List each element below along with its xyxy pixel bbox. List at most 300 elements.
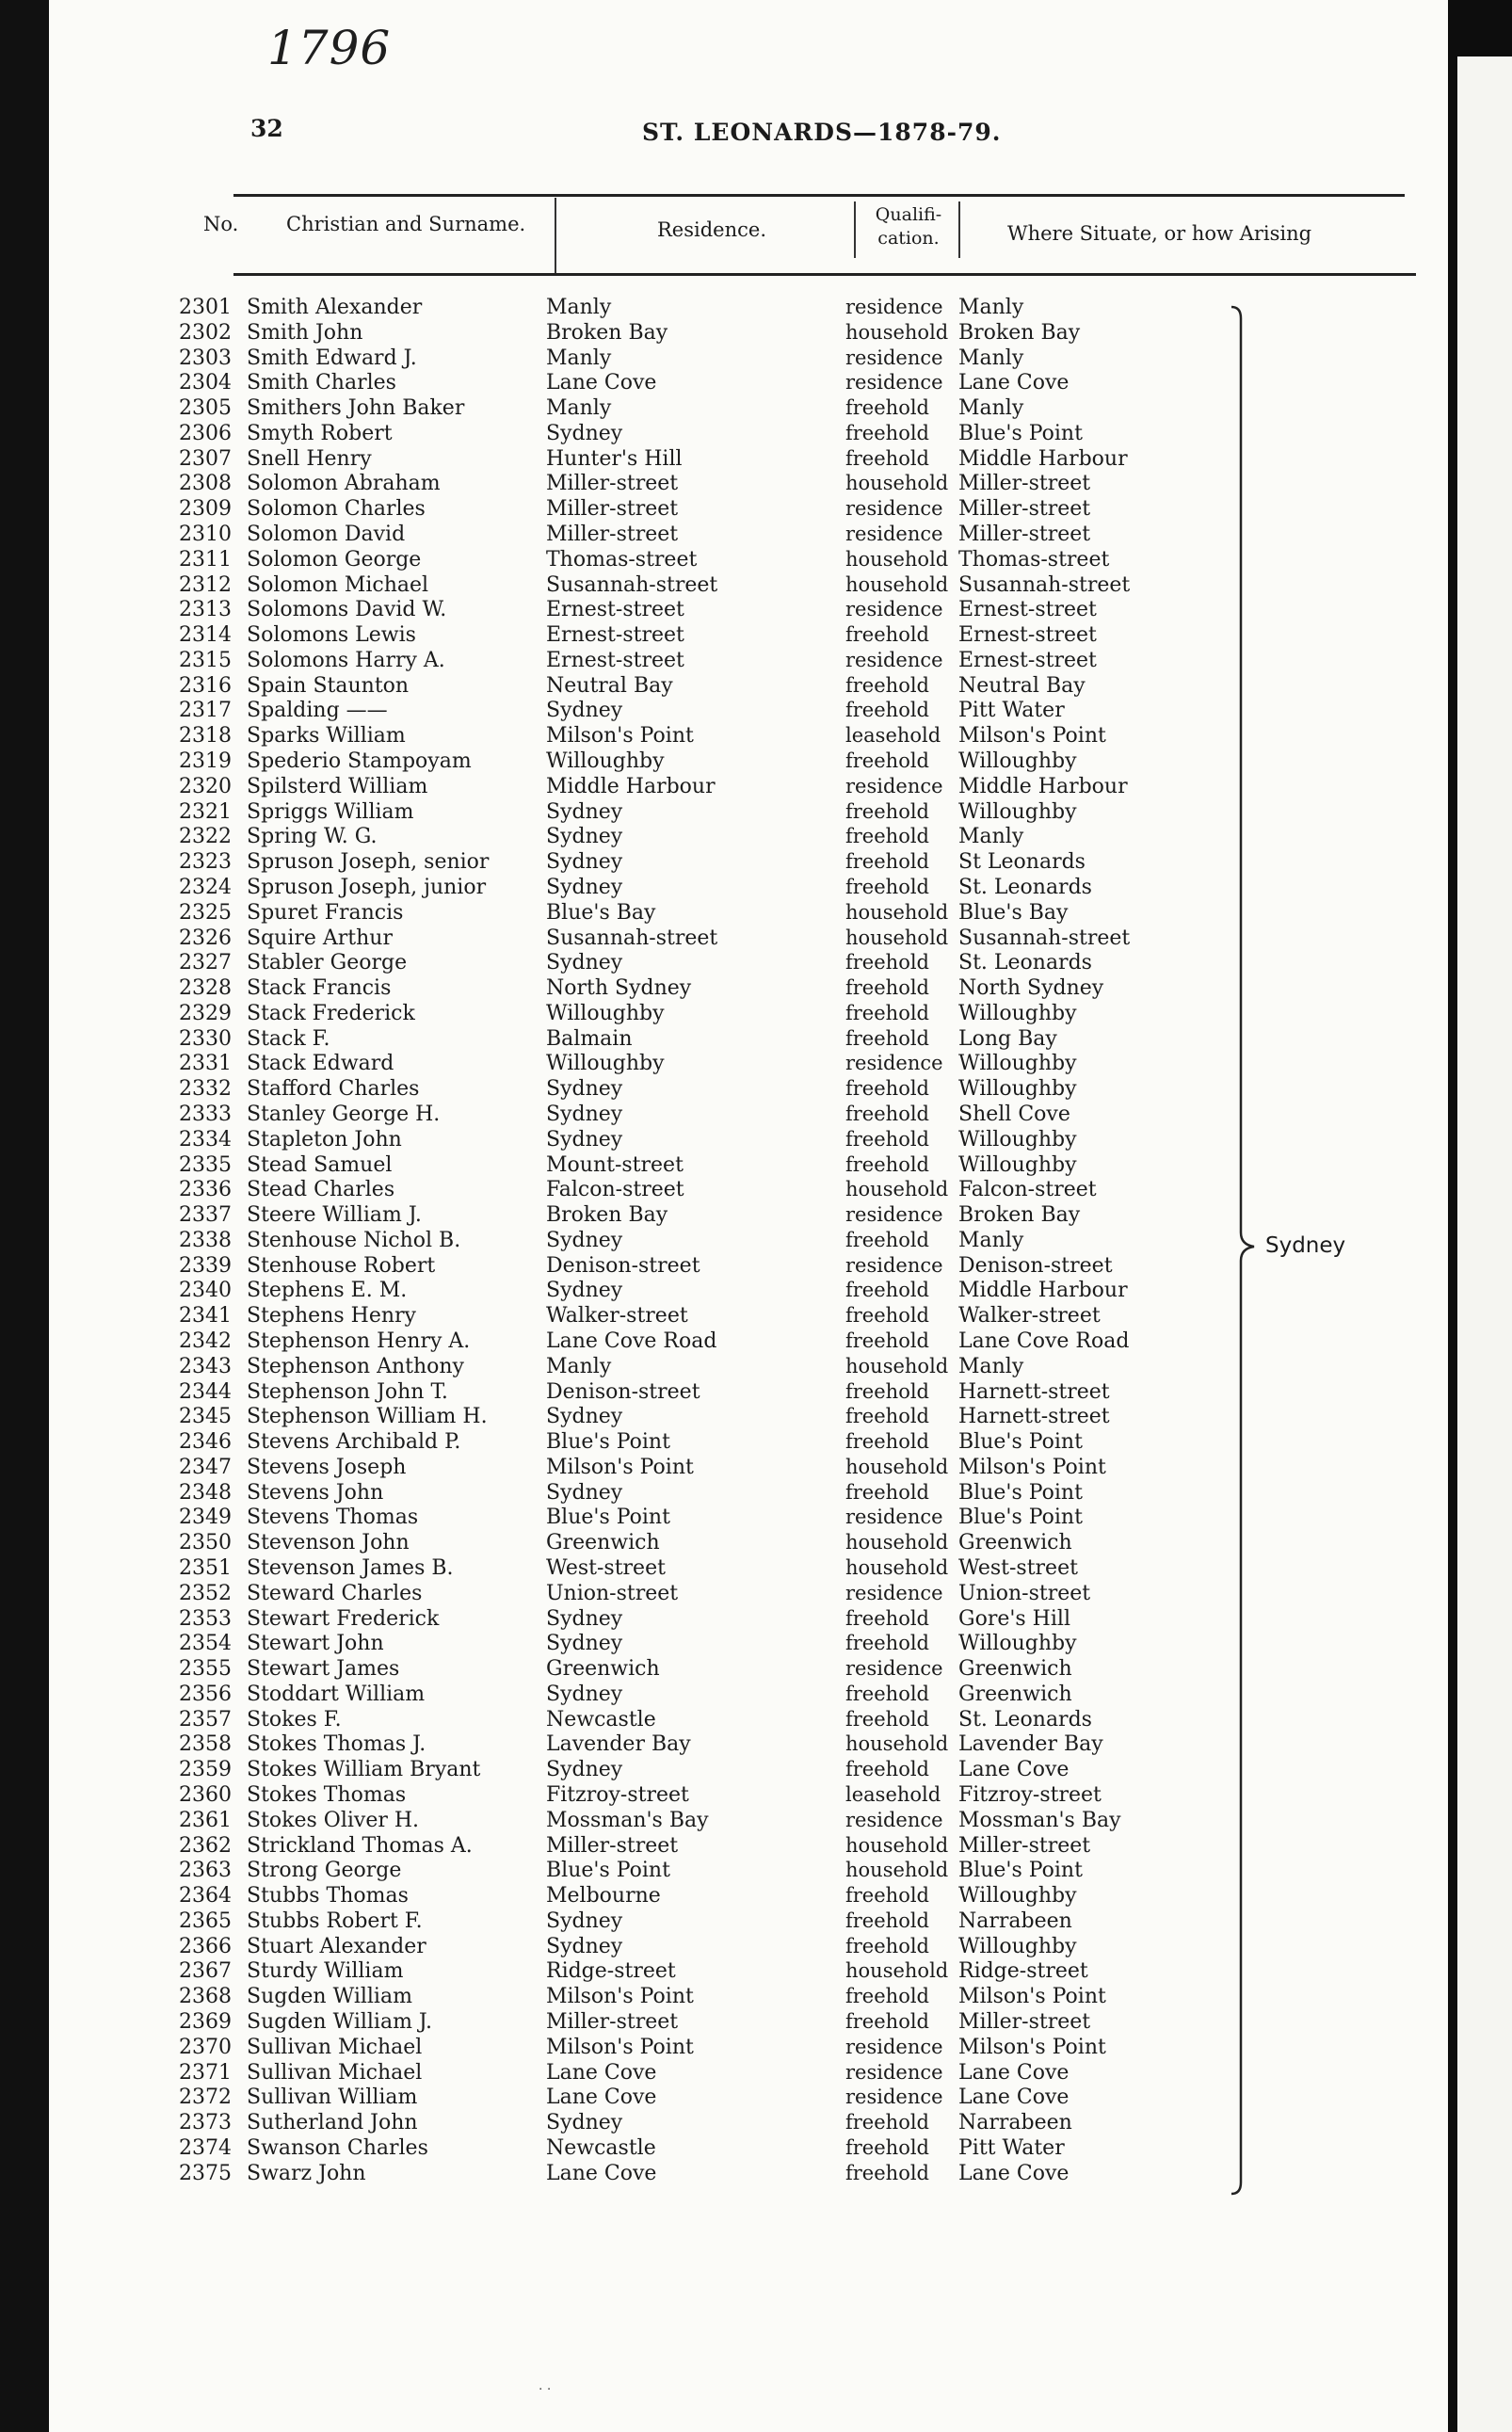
qualification: household xyxy=(845,321,949,344)
elector-name: Stephenson Anthony xyxy=(247,1355,464,1378)
elector-name: Sullivan Michael xyxy=(247,2061,423,2085)
entry-number: 2343 xyxy=(179,1355,232,1378)
elector-name: Spilsterd William xyxy=(247,775,428,798)
residence: Lavender Bay xyxy=(546,1732,691,1756)
qualification: residence xyxy=(845,2086,943,2108)
where-situate: Broken Bay xyxy=(958,321,1081,345)
register-page xyxy=(49,0,1448,2432)
elector-name: Stokes Thomas xyxy=(247,1783,407,1807)
qualification: freehold xyxy=(845,800,929,823)
residence: Sydney xyxy=(546,1077,623,1101)
where-situate: Lane Cove xyxy=(958,1758,1070,1781)
where-situate: Milson's Point xyxy=(958,2036,1106,2059)
where-situate: St Leonards xyxy=(958,850,1086,874)
where-situate: Greenwich xyxy=(958,1683,1072,1706)
where-situate: St. Leonards xyxy=(958,876,1092,899)
elector-name: Solomon Abraham xyxy=(247,472,441,495)
entry-number: 2313 xyxy=(179,598,232,621)
where-situate: Willoughby xyxy=(958,1128,1077,1152)
entry-number: 2347 xyxy=(179,1456,232,1479)
entry-number: 2309 xyxy=(179,497,232,521)
residence: Greenwich xyxy=(546,1657,660,1681)
residence: West-street xyxy=(546,1556,666,1580)
elector-name: Spruson Joseph, senior xyxy=(247,850,490,874)
running-title: ST. LEONARDS—1878-79. xyxy=(642,119,1002,146)
scan-left-edge xyxy=(0,0,49,2432)
where-situate: Union-street xyxy=(958,1582,1091,1605)
qualification: freehold xyxy=(845,1329,929,1352)
residence: Sydney xyxy=(546,850,623,874)
entry-number: 2302 xyxy=(179,321,232,345)
elector-name: Stead Charles xyxy=(247,1178,395,1201)
entry-number: 2333 xyxy=(179,1103,232,1126)
entry-number: 2330 xyxy=(179,1027,232,1051)
qualification: residence xyxy=(845,1657,943,1680)
entry-number: 2364 xyxy=(179,1884,232,1908)
adjacent-page-edge xyxy=(1448,0,1512,2432)
residence: Sydney xyxy=(546,1909,623,1933)
entry-number: 2316 xyxy=(179,674,232,698)
residence: Denison-street xyxy=(546,1254,700,1278)
residence: Blue's Bay xyxy=(546,901,656,925)
where-situate: Greenwich xyxy=(958,1531,1072,1554)
where-situate: Blue's Point xyxy=(958,422,1083,445)
elector-name: Stanley George H. xyxy=(247,1103,441,1126)
residence: Sydney xyxy=(546,876,623,899)
residence: Milson's Point xyxy=(546,2036,694,2059)
elector-name: Strong George xyxy=(247,1859,402,1882)
qualification: residence xyxy=(845,346,943,369)
residence: Miller-street xyxy=(546,523,679,546)
elector-name: Stapleton John xyxy=(247,1128,402,1152)
qualification: freehold xyxy=(845,850,929,873)
residence: Lane Cove xyxy=(546,2162,657,2185)
elector-name: Stokes F. xyxy=(247,1708,342,1731)
entry-number: 2308 xyxy=(179,472,232,495)
elector-name: Stephens E. M. xyxy=(247,1279,408,1302)
where-situate: Broken Bay xyxy=(958,1203,1081,1227)
residence: Newcastle xyxy=(546,2136,656,2160)
qualification: residence xyxy=(845,1506,943,1528)
header-name: Christian and Surname. xyxy=(286,213,526,235)
qualification: freehold xyxy=(845,1077,929,1100)
qualification: freehold xyxy=(845,749,929,772)
elector-name: Stephenson Henry A. xyxy=(247,1329,471,1353)
entry-number: 2307 xyxy=(179,447,232,471)
entry-number: 2361 xyxy=(179,1809,232,1832)
qualification: residence xyxy=(845,296,943,318)
qualification: freehold xyxy=(845,396,929,419)
residence: Manly xyxy=(546,1355,612,1378)
qualification: freehold xyxy=(845,1103,929,1125)
entry-number: 2322 xyxy=(179,825,232,848)
residence: Willoughby xyxy=(546,749,665,773)
residence: Susannah-street xyxy=(546,926,718,950)
entry-number: 2321 xyxy=(179,800,232,824)
qualification: freehold xyxy=(845,1430,929,1453)
elector-name: Solomon David xyxy=(247,523,406,546)
entry-number: 2324 xyxy=(179,876,232,899)
residence: Willoughby xyxy=(546,1052,665,1075)
entry-number: 2352 xyxy=(179,1582,232,1605)
qualification: household xyxy=(845,1556,949,1579)
elector-name: Spriggs William xyxy=(247,800,414,824)
qualification: freehold xyxy=(845,1935,929,1957)
entry-number: 2370 xyxy=(179,2036,232,2059)
residence: Manly xyxy=(546,346,612,370)
qualification: household xyxy=(845,1355,949,1377)
where-situate: Ridge-street xyxy=(958,1959,1088,1983)
where-situate: Willoughby xyxy=(958,1002,1077,1025)
where-situate: Middle Harbour xyxy=(958,775,1128,798)
qualification: freehold xyxy=(845,1708,929,1731)
elector-name: Solomon Michael xyxy=(247,573,429,597)
residence: Milson's Point xyxy=(546,724,694,748)
entry-number: 2327 xyxy=(179,951,232,974)
qualification: freehold xyxy=(845,2136,929,2159)
elector-name: Strickland Thomas A. xyxy=(247,1834,473,1858)
where-situate: Blue's Bay xyxy=(958,901,1069,925)
residence: Milson's Point xyxy=(546,1456,694,1479)
elector-name: Stenhouse Robert xyxy=(247,1254,436,1278)
qualification: freehold xyxy=(845,1002,929,1024)
residence: Broken Bay xyxy=(546,321,668,345)
where-situate: Narrabeen xyxy=(958,1909,1072,1933)
elector-name: Stack Edward xyxy=(247,1052,394,1075)
qualification: freehold xyxy=(845,1985,929,2007)
elector-name: Spruson Joseph, junior xyxy=(247,876,487,899)
elector-name: Snell Henry xyxy=(247,447,372,471)
entry-number: 2373 xyxy=(179,2111,232,2134)
residence: Sydney xyxy=(546,951,623,974)
entry-number: 2341 xyxy=(179,1304,232,1328)
residence: Sydney xyxy=(546,1405,623,1428)
where-situate: North Sydney xyxy=(958,976,1104,1000)
entry-number: 2362 xyxy=(179,1834,232,1858)
qualification: household xyxy=(845,1834,949,1857)
elector-name: Stokes Oliver H. xyxy=(247,1809,420,1832)
qualification: household xyxy=(845,1732,949,1755)
entry-number: 2359 xyxy=(179,1758,232,1781)
entry-number: 2351 xyxy=(179,1556,232,1580)
where-situate: Gore's Hill xyxy=(958,1607,1070,1631)
entry-number: 2306 xyxy=(179,422,232,445)
entry-number: 2350 xyxy=(179,1531,232,1554)
elector-name: Solomons Harry A. xyxy=(247,649,445,672)
qualification: freehold xyxy=(845,1405,929,1427)
qualification: household xyxy=(845,1959,949,1982)
where-situate: Pitt Water xyxy=(958,699,1065,722)
qualification: freehold xyxy=(845,1027,929,1050)
where-situate: Manly xyxy=(958,396,1024,420)
elector-name: Stack F. xyxy=(247,1027,330,1051)
qualification: freehold xyxy=(845,2010,929,2033)
header-rule-bottom xyxy=(233,273,1416,276)
header-qualification xyxy=(864,203,953,250)
residence: Greenwich xyxy=(546,1531,660,1554)
entry-number: 2318 xyxy=(179,724,232,748)
elector-name: Stephens Henry xyxy=(247,1304,416,1328)
qualification: freehold xyxy=(845,447,929,470)
qualification: freehold xyxy=(845,1279,929,1301)
qualification: residence xyxy=(845,1254,943,1277)
residence: Miller-street xyxy=(546,472,679,495)
residence: Mossman's Bay xyxy=(546,1809,709,1832)
where-situate: Ernest-street xyxy=(958,598,1097,621)
where-situate: Blue's Point xyxy=(958,1481,1083,1505)
entry-number: 2319 xyxy=(179,749,232,773)
where-situate: Harnett-street xyxy=(958,1380,1110,1404)
qualification: freehold xyxy=(845,2162,929,2184)
elector-name: Stead Samuel xyxy=(247,1153,393,1177)
qualification: residence xyxy=(845,2061,943,2084)
elector-name: Squire Arthur xyxy=(247,926,393,950)
header-qualification-line1: Qualifi- xyxy=(875,204,942,225)
page-number: 32 xyxy=(250,115,283,142)
residence: Sydney xyxy=(546,1229,623,1252)
elector-name: Stokes William Bryant xyxy=(247,1758,481,1781)
qualification: freehold xyxy=(845,1683,929,1705)
where-situate: Willoughby xyxy=(958,1153,1077,1177)
elector-name: Spalding —— xyxy=(247,699,388,722)
residence: Hunter's Hill xyxy=(546,447,683,471)
where-situate: Long Bay xyxy=(958,1027,1057,1051)
where-situate: Willoughby xyxy=(958,1052,1077,1075)
qualification: freehold xyxy=(845,825,929,847)
where-situate: West-street xyxy=(958,1556,1078,1580)
qualification: residence xyxy=(845,523,943,545)
entry-number: 2311 xyxy=(179,548,232,572)
entry-number: 2348 xyxy=(179,1481,232,1505)
residence: Union-street xyxy=(546,1582,679,1605)
entry-number: 2336 xyxy=(179,1178,232,1201)
where-situate: Susannah-street xyxy=(958,926,1131,950)
qualification: freehold xyxy=(845,1128,929,1151)
residence: Sydney xyxy=(546,1758,623,1781)
qualification: freehold xyxy=(845,1607,929,1630)
elector-name: Stevens Thomas xyxy=(247,1506,419,1529)
elector-name: Stewart Frederick xyxy=(247,1607,440,1631)
qualification: household xyxy=(845,1531,949,1554)
qualification: household xyxy=(845,472,949,494)
where-situate: Lane Cove xyxy=(958,2162,1070,2185)
residence: Manly xyxy=(546,396,612,420)
where-situate: Middle Harbour xyxy=(958,1279,1128,1302)
entry-number: 2365 xyxy=(179,1909,232,1933)
entry-number: 2323 xyxy=(179,850,232,874)
qualification: freehold xyxy=(845,976,929,999)
elector-name: Smyth Robert xyxy=(247,422,393,445)
entry-number: 2372 xyxy=(179,2086,232,2109)
elector-name: Spuret Francis xyxy=(247,901,404,925)
qualification: freehold xyxy=(845,1153,929,1176)
qualification: freehold xyxy=(845,422,929,444)
residence: Susannah-street xyxy=(546,573,718,597)
elector-name: Sugden William J. xyxy=(247,2010,433,2034)
qualification: leasehold xyxy=(845,1783,941,1806)
where-situate: Narrabeen xyxy=(958,2111,1072,2134)
where-situate: Pitt Water xyxy=(958,2136,1065,2160)
where-situate: Blue's Point xyxy=(958,1506,1083,1529)
qualification: residence xyxy=(845,1052,943,1074)
residence: Sydney xyxy=(546,1632,623,1655)
elector-name: Stevenson James B. xyxy=(247,1556,454,1580)
residence: Lane Cove xyxy=(546,371,657,395)
residence: Neutral Bay xyxy=(546,674,673,698)
qualification: household xyxy=(845,573,949,596)
entry-number: 2303 xyxy=(179,346,232,370)
entry-number: 2337 xyxy=(179,1203,232,1227)
where-situate: Neutral Bay xyxy=(958,674,1086,698)
entry-number: 2320 xyxy=(179,775,232,798)
header-separator xyxy=(958,201,960,258)
residence: Ernest-street xyxy=(546,623,684,647)
elector-name: Stuart Alexander xyxy=(247,1935,426,1958)
entry-number: 2355 xyxy=(179,1657,232,1681)
elector-name: Sullivan Michael xyxy=(247,2036,423,2059)
elector-name: Stephenson William H. xyxy=(247,1405,488,1428)
elector-name: Smith John xyxy=(247,321,363,345)
entry-number: 2310 xyxy=(179,523,232,546)
elector-name: Stack Francis xyxy=(247,976,392,1000)
elector-name: Stevenson John xyxy=(247,1531,410,1554)
elector-name: Smith Charles xyxy=(247,371,396,395)
residence: Thomas-street xyxy=(546,548,698,572)
elector-name: Stafford Charles xyxy=(247,1077,420,1101)
residence: Sydney xyxy=(546,1607,623,1631)
qualification: freehold xyxy=(845,1380,929,1403)
where-situate: Lane Cove xyxy=(958,2086,1070,2109)
entry-number: 2339 xyxy=(179,1254,232,1278)
where-situate: Manly xyxy=(958,825,1024,848)
where-situate: Ernest-street xyxy=(958,649,1097,672)
residence: Manly xyxy=(546,296,612,319)
where-situate: Milson's Point xyxy=(958,1456,1106,1479)
where-situate: Willoughby xyxy=(958,749,1077,773)
where-situate: Miller-street xyxy=(958,472,1091,495)
elector-name: Smith Edward J. xyxy=(247,346,417,370)
entry-number: 2315 xyxy=(179,649,232,672)
where-situate: Fitzroy-street xyxy=(958,1783,1102,1807)
where-situate: Willoughby xyxy=(958,800,1077,824)
where-situate: Willoughby xyxy=(958,1632,1077,1655)
residence: Sydney xyxy=(546,1935,623,1958)
qualification: residence xyxy=(845,1809,943,1831)
elector-name: Smithers John Baker xyxy=(247,396,465,420)
residence: Milson's Point xyxy=(546,1985,694,2008)
residence: Broken Bay xyxy=(546,1203,668,1227)
where-situate: St. Leonards xyxy=(958,951,1092,974)
elector-name: Steere William J. xyxy=(247,1203,422,1227)
where-situate: Harnett-street xyxy=(958,1405,1110,1428)
where-situate: Blue's Point xyxy=(958,1430,1083,1454)
residence: Sydney xyxy=(546,1279,623,1302)
entry-number: 2356 xyxy=(179,1683,232,1706)
elector-name: Sugden William xyxy=(247,1985,412,2008)
entry-number: 2353 xyxy=(179,1607,232,1631)
elector-name: Stabler George xyxy=(247,951,408,974)
residence: Miller-street xyxy=(546,2010,679,2034)
entry-number: 2301 xyxy=(179,296,232,319)
where-situate: Manly xyxy=(958,296,1024,319)
entry-number: 2358 xyxy=(179,1732,232,1756)
entry-number: 2326 xyxy=(179,926,232,950)
elector-name: Stephenson John T. xyxy=(247,1380,448,1404)
elector-name: Stubbs Robert F. xyxy=(247,1909,423,1933)
entry-number: 2345 xyxy=(179,1405,232,1428)
elector-name: Sparks William xyxy=(247,724,406,748)
qualification: leasehold xyxy=(845,724,941,747)
elector-name: Swarz John xyxy=(247,2162,366,2185)
scan-specks: · · xyxy=(539,2382,552,2397)
elector-name: Solomons David W. xyxy=(247,598,447,621)
residence: Walker-street xyxy=(546,1304,688,1328)
qualification: freehold xyxy=(845,1884,929,1907)
residence: Sydney xyxy=(546,1103,623,1126)
entry-number: 2375 xyxy=(179,2162,232,2185)
elector-name: Stevens John xyxy=(247,1481,384,1505)
residence: Denison-street xyxy=(546,1380,700,1404)
qualification: freehold xyxy=(845,1758,929,1780)
qualification: household xyxy=(845,901,949,924)
where-situate: Manly xyxy=(958,346,1024,370)
where-situate: Willoughby xyxy=(958,1077,1077,1101)
elector-name: Stenhouse Nichol B. xyxy=(247,1229,461,1252)
residence: Middle Harbour xyxy=(546,775,716,798)
entry-number: 2331 xyxy=(179,1052,232,1075)
qualification: residence xyxy=(845,371,943,394)
residence: Sydney xyxy=(546,825,623,848)
entry-number: 2314 xyxy=(179,623,232,647)
residence: Sydney xyxy=(546,699,623,722)
residence: Mount-street xyxy=(546,1153,684,1177)
qualification: freehold xyxy=(845,951,929,974)
qualification: freehold xyxy=(845,674,929,697)
elector-name: Solomon George xyxy=(247,548,422,572)
entry-number: 2335 xyxy=(179,1153,232,1177)
qualification: freehold xyxy=(845,699,929,721)
residence: Ridge-street xyxy=(546,1959,676,1983)
header-no: No. xyxy=(203,213,239,235)
residence: Sydney xyxy=(546,800,623,824)
entry-number: 2305 xyxy=(179,396,232,420)
residence: Lane Cove Road xyxy=(546,1329,717,1353)
entry-number: 2338 xyxy=(179,1229,232,1252)
elector-name: Solomons Lewis xyxy=(247,623,416,647)
residence: Ernest-street xyxy=(546,598,684,621)
residence: Lane Cove xyxy=(546,2061,657,2085)
elector-name: Stoddart William xyxy=(247,1683,426,1706)
entry-number: 2340 xyxy=(179,1279,232,1302)
where-situate: Manly xyxy=(958,1229,1024,1252)
where-situate: Miller-street xyxy=(958,497,1091,521)
elector-name: Swanson Charles xyxy=(247,2136,428,2160)
where-situate: Walker-street xyxy=(958,1304,1101,1328)
elector-name: Stubbs Thomas xyxy=(247,1884,409,1908)
entry-number: 2334 xyxy=(179,1128,232,1152)
elector-name: Solomon Charles xyxy=(247,497,426,521)
residence: Sydney xyxy=(546,1128,623,1152)
qualification: residence xyxy=(845,649,943,671)
where-situate: Lane Cove xyxy=(958,371,1070,395)
qualification: residence xyxy=(845,1203,943,1226)
residence: Melbourne xyxy=(546,1884,661,1908)
residence: North Sydney xyxy=(546,976,692,1000)
entry-number: 2368 xyxy=(179,1985,232,2008)
where-situate: Lavender Bay xyxy=(958,1732,1103,1756)
residence: Blue's Point xyxy=(546,1506,670,1529)
entry-number: 2354 xyxy=(179,1632,232,1655)
